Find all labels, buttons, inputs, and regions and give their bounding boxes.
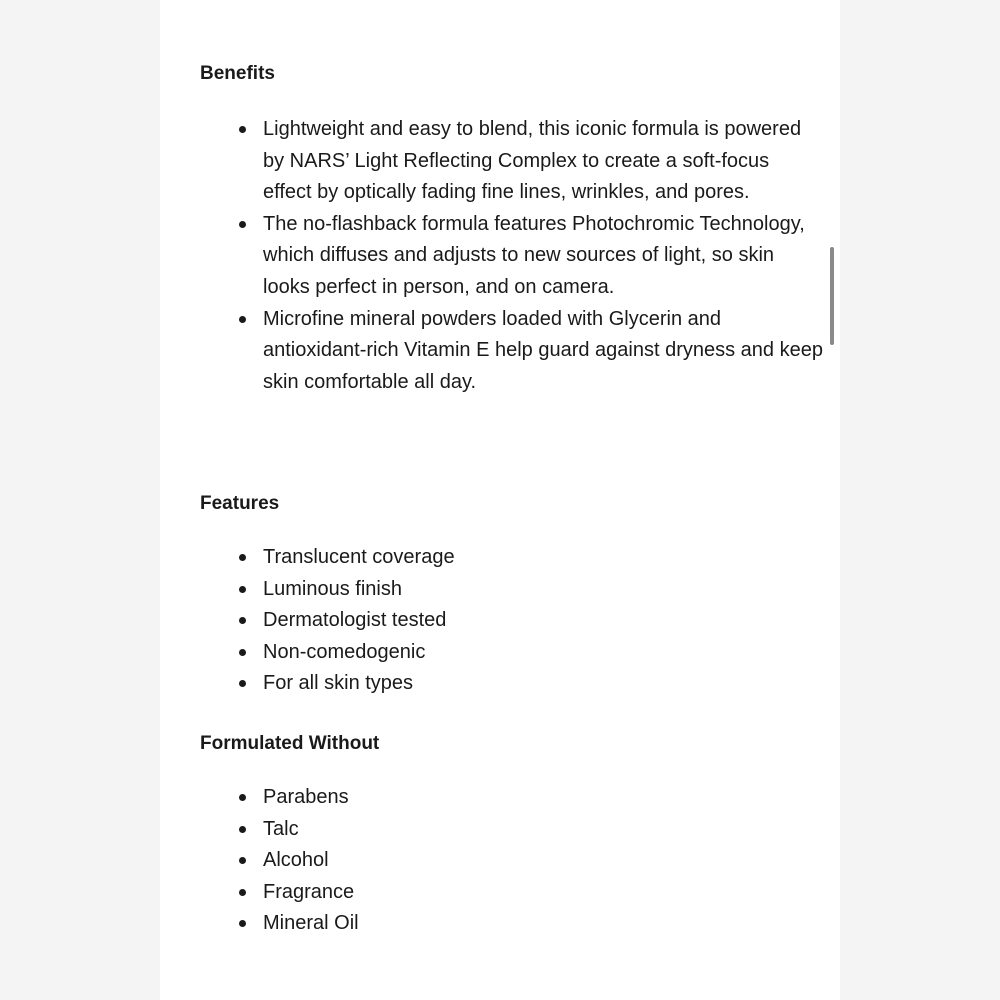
feature-item: Luminous finish xyxy=(263,574,823,606)
formulated-without-heading: Formulated Without xyxy=(200,733,380,754)
benefits-list xyxy=(263,114,823,398)
excluded-ingredient-item: Fragrance xyxy=(263,877,823,909)
feature-item: Translucent coverage xyxy=(263,542,823,574)
excluded-ingredient-item: Parabens xyxy=(263,782,823,814)
features-list xyxy=(263,542,823,700)
scrollbar-thumb[interactable] xyxy=(830,247,834,345)
benefits-heading: Benefits xyxy=(200,63,275,84)
left-backdrop xyxy=(0,0,160,1000)
formulated-without-list xyxy=(263,782,823,940)
excluded-ingredient-item: Talc xyxy=(263,814,823,846)
feature-item: Dermatologist tested xyxy=(263,605,823,637)
feature-item: For all skin types xyxy=(263,668,823,700)
feature-item: Non-comedogenic xyxy=(263,637,823,669)
right-backdrop xyxy=(840,0,1000,1000)
excluded-ingredient-item: Alcohol xyxy=(263,845,823,877)
benefit-item: Microfine mineral powders loaded with Glycerin and antioxidant-rich Vitamin E help guard against dryness and keep skin comfortable all day. xyxy=(263,304,823,399)
benefit-item: Lightweight and easy to blend, this iconic formula is powered by NARS’ Light Reflecting Complex to create a soft-focus effect by optically fading fine lines, wrinkles, and pores. xyxy=(263,114,823,209)
features-heading: Features xyxy=(200,493,280,514)
benefit-item: The no-flashback formula features Photochromic Technology, which diffuses and adjusts to new sources of light, so skin looks perfect in person, and on camera. xyxy=(263,209,823,304)
excluded-ingredient-item: Mineral Oil xyxy=(263,908,823,940)
